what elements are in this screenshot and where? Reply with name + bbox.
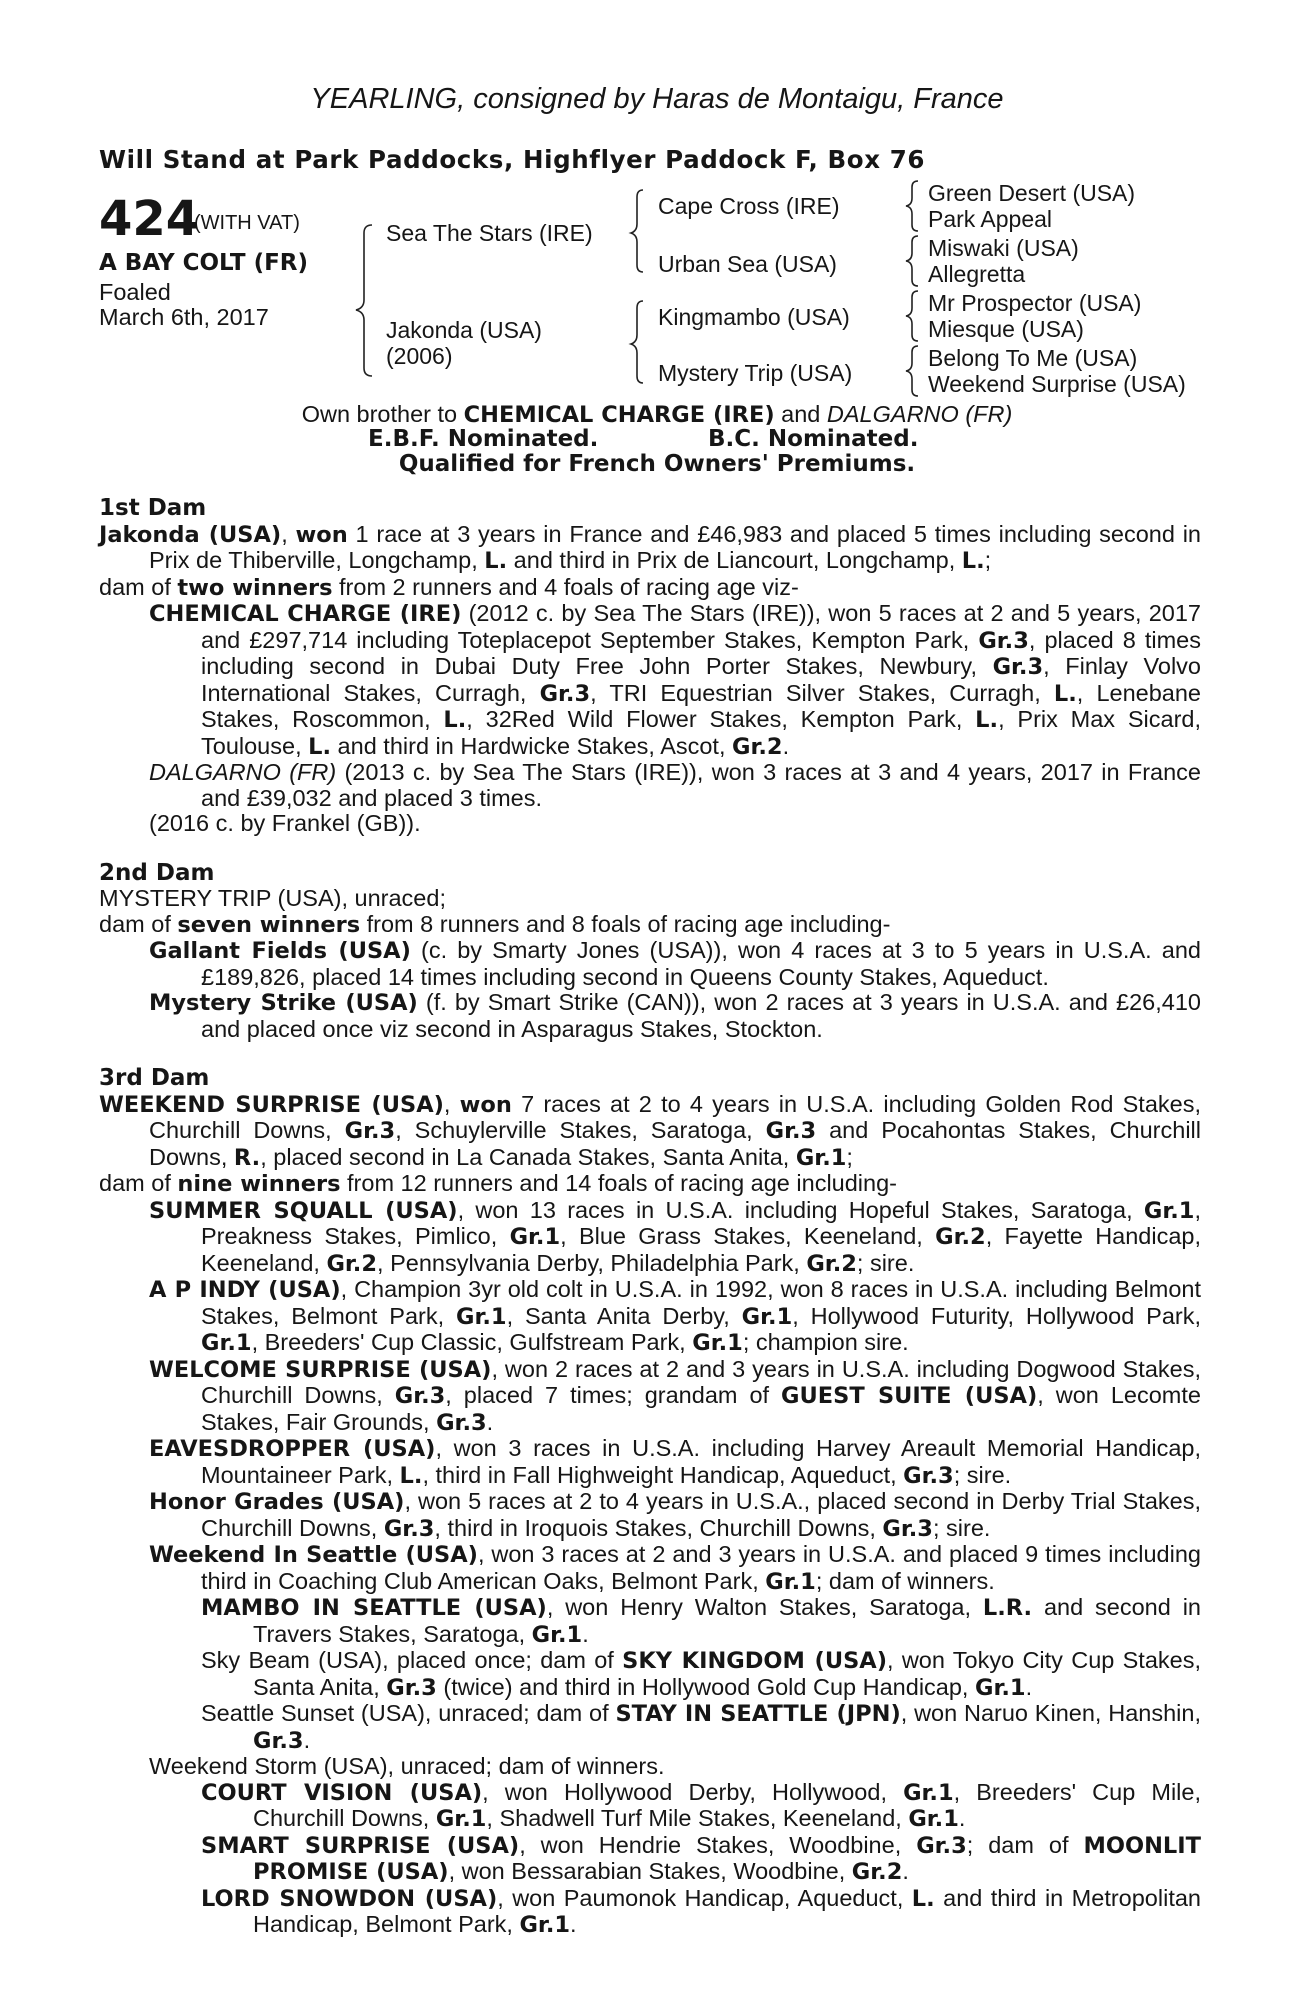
bold-text-run: Gr.3 <box>978 627 1029 654</box>
pedigree-dam-year: (2006) <box>386 343 453 369</box>
bold-text-run: MAMBO IN SEATTLE (USA) <box>201 1595 547 1621</box>
produce-record <box>99 496 1201 1939</box>
own-prefix: Own brother to <box>301 401 464 427</box>
text-run: , Blue Grass Stakes, Keeneland, <box>560 1223 936 1249</box>
text-run: ; champion sire. <box>742 1329 909 1355</box>
text-run: dam of <box>99 910 178 937</box>
bold-text-run: L. <box>399 1462 423 1489</box>
text-run: , Lenebane Stakes, Roscommon, <box>201 679 1201 732</box>
pedigree-g2: Park Appeal <box>928 206 1053 232</box>
bold-text-run: Gr.2 <box>806 1250 857 1277</box>
italic-text-run: DALGARNO (FR) <box>149 759 337 785</box>
text-run: from 2 runners and 4 foals of racing age viz- <box>332 573 799 600</box>
text-run: dam of <box>99 1170 178 1196</box>
bold-text-run: nine winners <box>177 1171 341 1197</box>
bold-text-run: SKY KINGDOM (USA) <box>622 1648 887 1674</box>
bold-text-run: Gr.3 <box>539 680 591 707</box>
text-run: 1 race at 3 years in France and £46,983 and placed 5 times including second in Prix de Thiberville, Longchamp, <box>149 520 1201 573</box>
third-dam-sub-entry <box>99 1833 1201 1886</box>
bold-text-run: GUEST SUITE (USA) <box>781 1383 1038 1409</box>
own-sibling-2: DALGARNO (FR) <box>826 401 1013 427</box>
bold-text-run: MOONLIT PROMISE (USA) <box>253 1832 1201 1885</box>
sire-dam-brace <box>356 225 372 376</box>
text-run: . <box>486 1408 494 1435</box>
bold-text-run: WEEKEND SURPRISE (USA) <box>99 1091 444 1118</box>
text-run: Seattle Sunset (USA), unraced; dam of <box>201 1700 616 1726</box>
bold-text-run: Gr.3 <box>344 1118 396 1144</box>
text-run: , Champion 3yr old colt in U.S.A. in 1992, won 8 races in U.S.A. including Belmont Stakes, Belmont Park, <box>201 1276 1201 1329</box>
bold-text-run: L. <box>961 548 985 574</box>
text-run: , Fayette Handicap, Keeneland, <box>201 1223 1202 1276</box>
text-run: dam of <box>99 573 178 600</box>
bold-text-run: Gr.2 <box>732 733 783 760</box>
third-dam-section <box>99 1066 1201 1939</box>
text-run: , <box>281 520 296 547</box>
text-run: , Prix Max Sicard, Toulouse, <box>201 706 1202 759</box>
third-dam-sub-entry <box>99 1648 1201 1701</box>
text-run: . <box>782 732 790 759</box>
text-run: , won Naruo Kinen, Hanshin, <box>900 1700 1201 1726</box>
bold-text-run: Gr.1 <box>1143 1197 1195 1224</box>
pedigree-dam-sire: Kingmambo (USA) <box>658 304 850 330</box>
text-run: , placed second in La Canada Stakes, Santa Anita, <box>260 1143 796 1170</box>
foaled-date: March 6th, 2017 <box>99 304 269 330</box>
text-run: , Breeders' Cup Mile, Churchill Downs, <box>253 1778 1201 1831</box>
text-run: , won Paumonok Handicap, Aqueduct, <box>497 1884 912 1911</box>
bold-text-run: Gr.1 <box>908 1806 959 1832</box>
bold-text-run: Gr.1 <box>435 1806 487 1832</box>
bold-text-run: seven winners <box>177 911 361 938</box>
text-run: and Pocahontas Stakes, Churchill Downs, <box>149 1117 1201 1170</box>
bold-text-run: Gr.3 <box>253 1727 304 1754</box>
text-run: , won 2 races at 2 and 3 years in U.S.A. including Dogwood Stakes, Churchill Downs, <box>201 1355 1201 1408</box>
text-run: and second in Travers Stakes, Saratoga, <box>253 1594 1201 1647</box>
text-run: , Santa Anita Derby, <box>506 1302 742 1329</box>
third-dam-entry <box>99 1357 1201 1437</box>
text-run: ; sire. <box>932 1514 991 1541</box>
text-run: , won Lecomte Stakes, Fair Grounds, <box>201 1382 1201 1435</box>
text-run: , Finlay Volvo International Stakes, Curragh, <box>201 653 1201 706</box>
pedigree-dam: Jakonda (USA) <box>386 317 542 343</box>
text-run: . <box>1025 1673 1033 1700</box>
text-run: , placed 7 times; grandam of <box>445 1382 782 1408</box>
foaled-label: Foaled <box>99 279 171 305</box>
lot-number: 424 <box>99 191 200 247</box>
bold-text-run: CHEMICAL CHARGE (IRE) <box>149 601 462 627</box>
bold-text-run: won <box>459 1091 512 1118</box>
text-run: , third in Iroquois Stakes, Churchill Downs, <box>434 1514 883 1541</box>
second-dam-offspring <box>99 990 1201 1042</box>
text-run: ; dam of winners. <box>815 1567 995 1594</box>
bold-text-run: Gr.1 <box>795 1144 847 1171</box>
third-dam-sub-entry <box>99 1701 1201 1754</box>
bold-text-run: L. <box>443 707 467 733</box>
text-run: . <box>303 1726 311 1753</box>
third-dam-entry <box>99 1277 1201 1357</box>
text-run: , won Tokyo City Cup Stakes, Santa Anita, <box>253 1647 1201 1700</box>
text-run: , won Henry Walton Stakes, Saratoga, <box>546 1594 983 1620</box>
text-run: , won Bessarabian Stakes, Woodbine, <box>448 1858 852 1884</box>
bold-text-run: STAY IN SEATTLE (JPN) <box>615 1701 901 1727</box>
bc-nominated: B.C. Nominated. <box>708 426 919 452</box>
g-brace-2 <box>906 236 918 286</box>
text-run: , Hollywood Futurity, Hollywood Park, <box>792 1302 1201 1329</box>
text-run: , Breeders' Cup Classic, Gulfstream Park, <box>251 1329 693 1355</box>
bold-text-run: Gr.1 <box>201 1330 252 1356</box>
third-dam-entry <box>99 1198 1201 1278</box>
bold-text-run: Gr.1 <box>765 1568 816 1595</box>
text-run: , won Hendrie Stakes, Woodbine, <box>519 1831 917 1858</box>
bold-text-run: Mystery Strike (USA) <box>149 990 418 1016</box>
bold-text-run: Gr.3 <box>436 1409 487 1436</box>
bold-text-run: Gr.3 <box>903 1462 954 1489</box>
bold-text-run: Gr.3 <box>916 1832 967 1859</box>
bold-text-run: Gr.1 <box>903 1779 954 1806</box>
text-run: . <box>582 1620 589 1647</box>
pedigree-g8: Weekend Surprise (USA) <box>928 371 1186 397</box>
bold-text-run: Gr.3 <box>765 1118 817 1144</box>
ebf-nominated: E.B.F. Nominated. <box>368 426 599 452</box>
vat-note: (WITH VAT) <box>194 212 300 234</box>
own-brother-note <box>0 402 1314 429</box>
bold-text-run: L. <box>975 707 999 733</box>
third-dam-entry <box>99 1754 1201 1780</box>
pedigree-g3: Miswaki (USA) <box>928 235 1079 261</box>
third-dam-produce-line <box>99 1171 1201 1198</box>
bold-text-run: SMART SURPRISE (USA) <box>201 1832 520 1859</box>
bold-text-run: Gallant Fields (USA) <box>149 938 411 964</box>
bold-text-run: EAVESDROPPER (USA) <box>149 1436 436 1462</box>
second-dam-section <box>99 861 1201 1043</box>
third-dam-sub-entry <box>99 1780 1201 1833</box>
text-run: (2016 c. by Frankel (GB)). <box>149 810 421 836</box>
text-run: ; <box>846 1143 853 1170</box>
third-dam-heading: 3rd Dam <box>99 1065 210 1091</box>
bold-text-run: L. <box>911 1885 935 1912</box>
bold-text-run: Gr.3 <box>882 1515 933 1542</box>
text-run: ; sire. <box>856 1249 915 1276</box>
text-run: ; <box>984 547 992 573</box>
text-run: (f. by Smart Strike (CAN)), won 2 races at 3 years in U.S.A. and £26,410 and placed once viz second in Asparagus Stakes, Stockton. <box>201 989 1201 1042</box>
third-dam-entry <box>99 1542 1201 1595</box>
bold-text-run: L. <box>1053 680 1077 707</box>
own-sibling-1: CHEMICAL CHARGE (IRE) <box>463 402 775 428</box>
text-run: , Schuylerville Stakes, Saratoga, <box>395 1117 766 1143</box>
lot-description: A BAY COLT (FR) <box>99 250 309 276</box>
bold-text-run: Jakonda (USA) <box>99 521 282 548</box>
text-run: Sky Beam (USA), placed once; dam of <box>201 1647 623 1673</box>
g-brace-1 <box>906 181 918 231</box>
bold-text-run: Weekend In Seattle (USA) <box>149 1542 478 1568</box>
pedigree-g7: Belong To Me (USA) <box>928 345 1138 371</box>
g-brace-4 <box>906 346 918 396</box>
text-run: , won 3 races at 2 and 3 years in U.S.A. and placed 9 times including third in Coaching Club American Oaks, Belmont Park, <box>201 1541 1201 1594</box>
bold-text-run: Gr.3 <box>383 1515 435 1542</box>
bold-text-run: Gr.3 <box>386 1674 437 1701</box>
text-run: and third in Metropolitan Handicap, Belmont Park, <box>253 1884 1201 1937</box>
text-run: , third in Fall Highweight Handicap, Aqueduct, <box>422 1461 904 1488</box>
pedigree-sire-dam: Urban Sea (USA) <box>658 251 837 277</box>
first-dam-offspring <box>99 601 1201 760</box>
bold-text-run: won <box>295 521 348 548</box>
pedigree-g5: Mr Prospector (USA) <box>928 290 1142 316</box>
text-run: . <box>902 1858 909 1884</box>
text-run: , won 3 races in U.S.A. including Harvey Areault Memorial Handicap, Mountaineer Park, <box>201 1435 1201 1488</box>
pedigree-g4: Allegretta <box>928 261 1026 287</box>
bold-text-run: Gr.1 <box>741 1303 793 1330</box>
bold-text-run: L. <box>484 548 508 574</box>
text-run: , won 13 races in U.S.A. including Hopeful Stakes, Saratoga, <box>457 1196 1144 1223</box>
second-dam-heading: 2nd Dam <box>99 859 215 886</box>
first-dam-offspring <box>99 760 1201 811</box>
bold-text-run: Gr.1 <box>531 1621 583 1648</box>
third-dam-sub-entry <box>99 1595 1201 1648</box>
bold-text-run: Gr.1 <box>509 1224 561 1250</box>
text-run: ; dam of <box>966 1831 1084 1858</box>
text-run: , <box>443 1090 460 1117</box>
text-run: , TRI Equestrian Silver Stakes, Curragh, <box>590 679 1054 706</box>
sire-brace <box>631 190 643 272</box>
text-run: (2012 c. by Sea The Stars (IRE)), won 5 races at 2 and 5 years, 2017 and £297,714 including Toteplacepot September Stakes, Kempton Park, <box>201 600 1201 653</box>
text-run: , Pennsylvania Derby, Philadelphia Park, <box>377 1249 807 1276</box>
text-run: from 8 runners and 8 foals of racing age including- <box>360 910 891 937</box>
g-brace-3 <box>906 291 918 341</box>
text-run: . <box>958 1805 966 1831</box>
catalogue-subtitle: YEARLING, consigned by Haras de Montaigu, France <box>310 83 1004 115</box>
bold-text-run: LORD SNOWDON (USA) <box>201 1885 498 1912</box>
text-run: (c. by Smarty Jones (USA)), won 4 races at 3 to 5 years in U.S.A. and £189,826, placed 14 times including second in Queens County Stakes, Aqueduct. <box>201 937 1201 990</box>
text-run: MYSTERY TRIP (USA), unraced; <box>99 885 446 911</box>
text-run: and third in Hardwicke Stakes, Ascot, <box>331 732 733 759</box>
text-run: , placed 8 times including second in Dubai Duty Free John Porter Stakes, Newbury, <box>201 626 1201 679</box>
pedigree-g6: Miesque (USA) <box>928 316 1084 342</box>
first-dam-intro <box>99 522 1201 575</box>
text-run: , 32Red Wild Flower Stakes, Kempton Park, <box>466 706 976 732</box>
text-run: . <box>570 1911 577 1937</box>
second-dam-offspring <box>99 938 1201 990</box>
first-dam-heading: 1st Dam <box>99 495 207 521</box>
first-dam-section <box>99 496 1201 837</box>
second-dam-intro <box>99 886 1201 912</box>
bold-text-run: Gr.2 <box>851 1859 903 1885</box>
bold-text-run: two winners <box>177 574 333 601</box>
bold-text-run: Gr.3 <box>992 654 1044 680</box>
text-run: , won Hollywood Derby, Hollywood, <box>482 1778 904 1805</box>
bold-text-run: Gr.1 <box>519 1912 571 1938</box>
bold-text-run: SUMMER SQUALL (USA) <box>149 1197 458 1224</box>
text-run: Weekend Storm (USA), unraced; dam of winners. <box>149 1753 665 1779</box>
bold-text-run: L.R. <box>982 1595 1033 1621</box>
text-run: ; sire. <box>953 1461 1012 1488</box>
bold-text-run: Gr.2 <box>935 1224 986 1250</box>
bold-text-run: A P INDY (USA) <box>149 1277 341 1303</box>
text-run: , Preakness Stakes, Pimlico, <box>201 1196 1201 1249</box>
french-premiums-note: Qualified for French Owners' Premiums. <box>398 451 916 477</box>
second-dam-produce-line <box>99 912 1201 939</box>
text-run: , Shadwell Turf Mile Stakes, Keeneland, <box>486 1805 909 1831</box>
dam-brace <box>631 301 643 383</box>
pedigree-g1: Green Desert (USA) <box>928 180 1136 206</box>
pedigree-sire-sire: Cape Cross (IRE) <box>658 193 840 219</box>
first-dam-offspring <box>99 811 1201 837</box>
bold-text-run: Gr.2 <box>326 1250 378 1277</box>
third-dam-entry <box>99 1489 1201 1542</box>
third-dam-sub-entry <box>99 1886 1201 1939</box>
bold-text-run: Gr.1 <box>456 1303 507 1330</box>
third-dam-intro <box>99 1092 1201 1172</box>
bold-text-run: Gr.1 <box>975 1674 1026 1701</box>
pedigree-sire: Sea The Stars (IRE) <box>386 220 593 246</box>
own-and: and <box>774 401 827 427</box>
text-run: , won 5 races at 2 to 4 years in U.S.A., placed second in Derby Trial Stakes, Churchill Downs, <box>201 1488 1202 1541</box>
first-dam-produce-line <box>99 575 1201 602</box>
stabling-location: Will Stand at Park Paddocks, Highflyer Paddock F, Box 76 <box>99 145 926 174</box>
text-run: and third in Prix de Liancourt, Longchamp, <box>507 547 962 573</box>
bold-text-run: WELCOME SURPRISE (USA) <box>149 1356 492 1383</box>
text-run: (twice) and third in Hollywood Gold Cup Handicap, <box>436 1673 975 1700</box>
bold-text-run: Gr.1 <box>692 1330 743 1356</box>
bold-text-run: L. <box>308 733 332 760</box>
bold-text-run: COURT VISION (USA) <box>201 1779 483 1806</box>
text-run: from 12 runners and 14 foals of racing age including- <box>340 1170 897 1196</box>
bold-text-run: Gr.3 <box>394 1383 446 1409</box>
bold-text-run: Honor Grades (USA) <box>149 1489 405 1515</box>
pedigree-dam-dam: Mystery Trip (USA) <box>658 360 853 386</box>
third-dam-entry <box>99 1436 1201 1489</box>
text-run: 7 races at 2 to 4 years in U.S.A. including Golden Rod Stakes, Churchill Downs, <box>149 1090 1201 1143</box>
text-run: (2013 c. by Sea The Stars (IRE)), won 3 races at 3 and 4 years, 2017 in France and £39,032 and placed 3 times. <box>201 759 1201 811</box>
bold-text-run: R. <box>233 1144 261 1171</box>
